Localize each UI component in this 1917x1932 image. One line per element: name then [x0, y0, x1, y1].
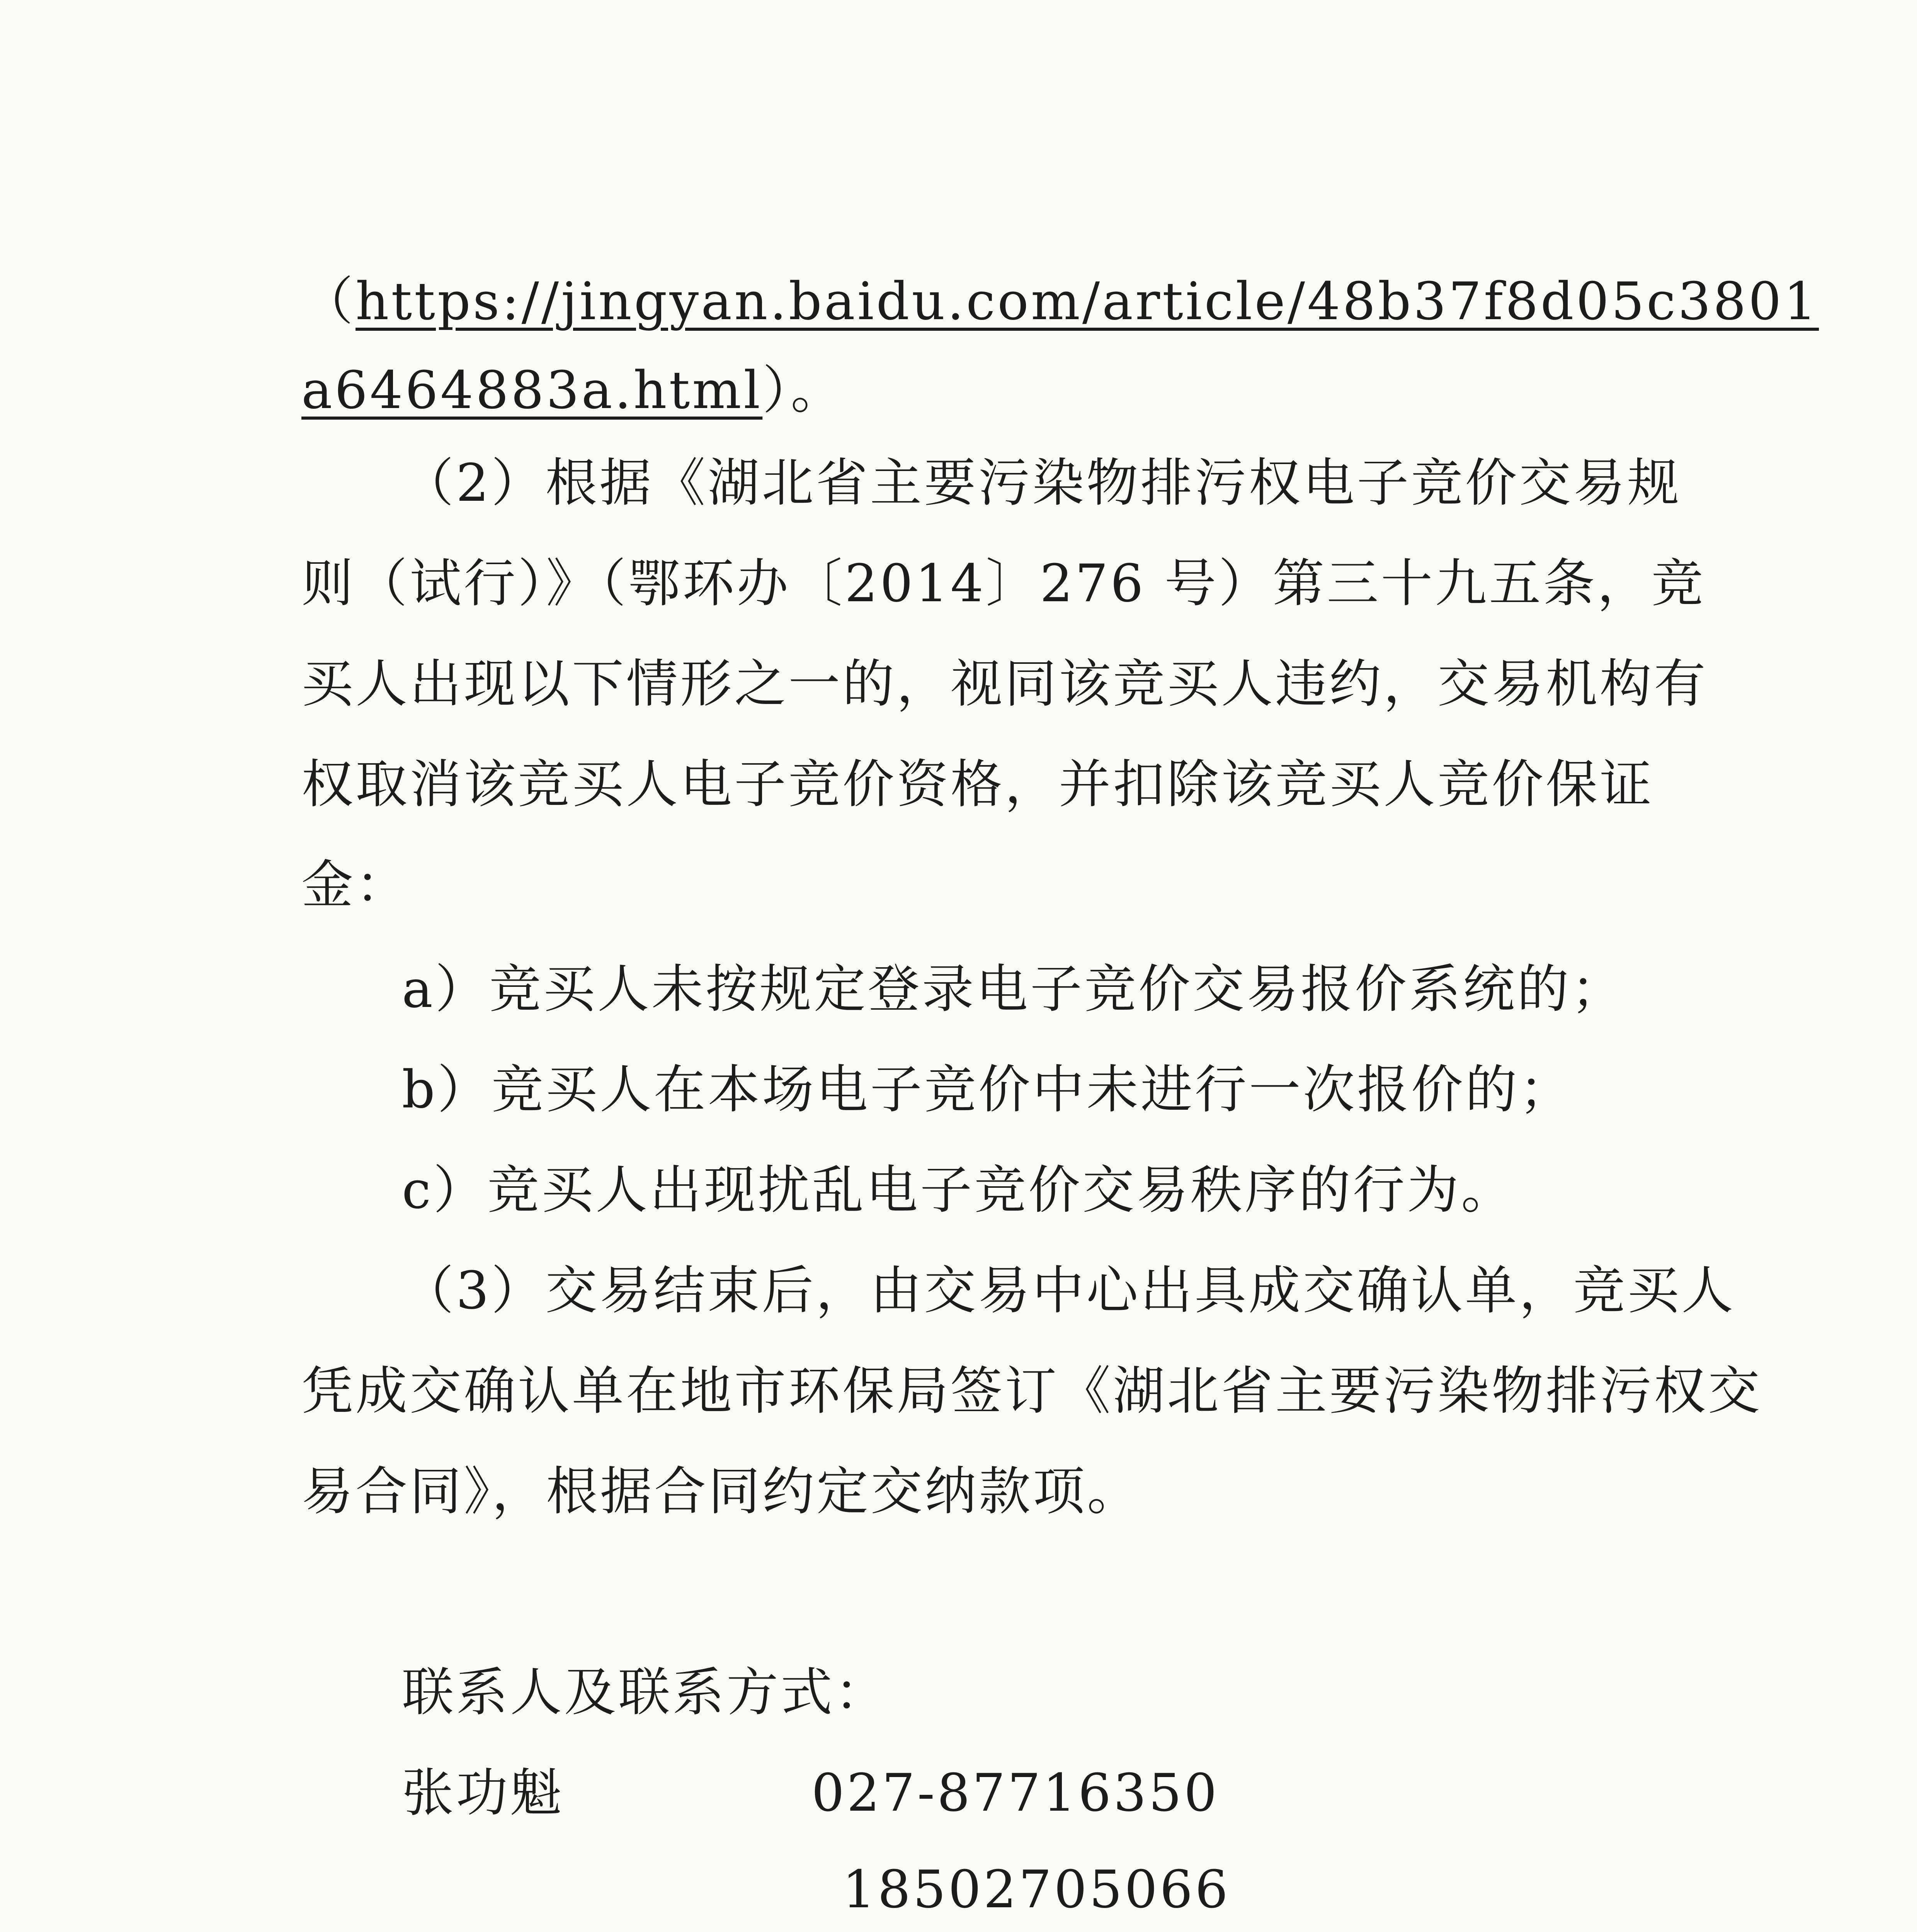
para3-line-2: 凭成交确认单在地市环保局签订《湖北省主要污染物排污权交	[301, 1361, 1762, 1421]
list-item-a: a）竞买人未按规定登录电子竞价交易报价系统的；	[402, 959, 1625, 1019]
list-item-b: b）竞买人在本场电子竞价中未进行一次报价的；	[402, 1060, 1573, 1120]
reference-link-part-2[interactable]: a6464883a.html	[301, 360, 763, 420]
link-open-paren: （	[301, 271, 356, 332]
para2-line-4: 权取消该竞买人电子竞价资格，并扣除该竞买人竞价保证	[301, 754, 1654, 815]
contact-name: 张功魁	[402, 1763, 565, 1823]
para2-line-3: 买人出现以下情形之一的，视同该竞买人违约，交易机构有	[301, 654, 1708, 714]
contact-heading: 联系人及联系方式：	[402, 1662, 889, 1723]
para3-line-3: 易合同》，根据合同约定交纳款项。	[301, 1461, 1141, 1522]
para2-line-1: （2）根据《湖北省主要污染物排污权电子竞价交易规	[402, 453, 1682, 513]
link-close-paren: ）。	[762, 360, 845, 420]
list-item-c: c）竞买人出现扰乱电子竞价交易秩序的行为。	[402, 1160, 1516, 1220]
contact-mobile: 18502705066	[842, 1859, 1230, 1920]
contact-phone: 027-87716350	[811, 1763, 1220, 1823]
reference-link-part-1[interactable]: https://jingyan.baidu.com/article/48b37f8d05c3801	[356, 271, 1819, 332]
link-line-2	[301, 355, 845, 425]
para3-line-1: （3）交易结束后，由交易中心出具成交确认单，竞买人	[402, 1260, 1736, 1321]
link-line-1	[301, 267, 1819, 336]
para2-line-5: 金：	[301, 855, 410, 915]
para2-line-2: 则（试行）》（鄂环办〔2014〕276 号）第三十九五条，竞	[301, 553, 1706, 614]
